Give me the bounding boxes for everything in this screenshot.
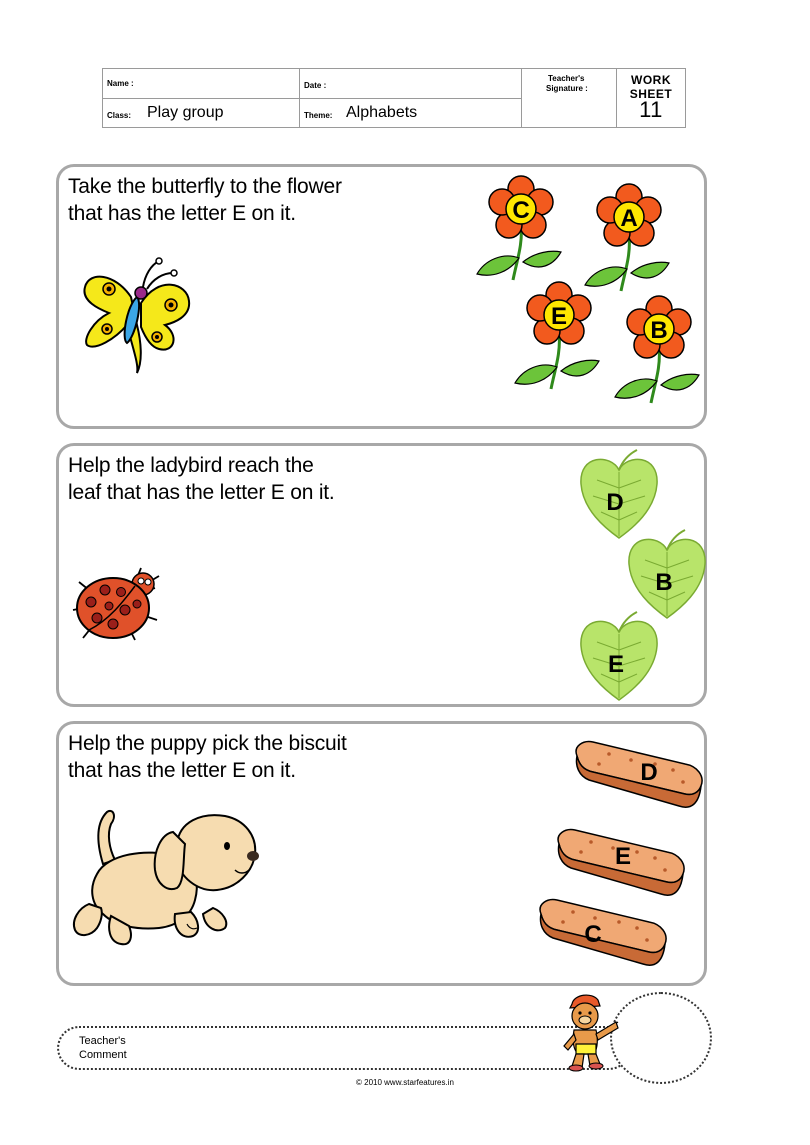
ladybird-icon[interactable] <box>69 564 165 650</box>
flower-letter: E <box>550 303 568 330</box>
instruction-line: that has the letter E on it. <box>68 759 296 782</box>
puppy-icon[interactable] <box>67 804 263 954</box>
worksheet-header <box>102 68 686 128</box>
flowers-group <box>469 169 709 409</box>
flower-letter: C <box>512 197 530 224</box>
flower-b[interactable] <box>615 296 699 403</box>
leaf-letter: B <box>655 569 673 596</box>
worksheet-number-cell <box>616 68 686 128</box>
flower-c[interactable] <box>477 176 561 280</box>
teacher-comment-box[interactable] <box>57 1026 631 1070</box>
biscuit-e[interactable] <box>558 830 684 896</box>
instruction-line: Take the butterfly to the flower <box>68 175 342 198</box>
activity-puppy <box>56 721 707 986</box>
worksheet-label-2: SHEET <box>629 87 673 101</box>
flower-letter: A <box>620 205 638 232</box>
biscuit-letter: D <box>640 759 658 786</box>
date-cell[interactable] <box>299 68 522 99</box>
teacher-signature-label-1: Teacher's <box>548 74 585 83</box>
instruction-butterfly <box>68 173 342 227</box>
instruction-line: that has the letter E on it. <box>68 202 296 225</box>
worksheet-number: 11 <box>639 97 663 122</box>
instruction-puppy <box>68 730 347 784</box>
date-label: Date : <box>304 81 327 90</box>
teacher-comment-line: Comment <box>79 1049 127 1061</box>
leaf-letter: E <box>607 651 625 678</box>
butterfly-icon[interactable] <box>79 253 194 381</box>
biscuit-letter: C <box>584 921 602 948</box>
name-label: Name : <box>107 79 134 88</box>
instruction-line: Help the puppy pick the biscuit <box>68 732 347 755</box>
flower-a[interactable] <box>585 184 669 291</box>
flower-e[interactable] <box>515 282 599 389</box>
name-cell[interactable] <box>102 68 300 99</box>
bear-mascot-icon <box>556 992 626 1072</box>
activity-ladybird <box>56 443 707 707</box>
biscuit-d[interactable] <box>576 742 702 808</box>
class-cell <box>102 98 300 128</box>
instruction-line: Help the ladybird reach the <box>68 454 314 477</box>
teacher-comment-line: Teacher's <box>79 1035 126 1047</box>
class-value: Play group <box>147 104 224 121</box>
activity-butterfly <box>56 164 707 429</box>
teacher-signature-label-2: Signature : <box>546 84 588 93</box>
leaf-e[interactable] <box>581 612 657 700</box>
leaves-group <box>571 448 711 706</box>
worksheet-label-1: WORK <box>631 73 671 87</box>
class-label: Class: <box>107 111 132 120</box>
instruction-line: leaf that has the letter E on it. <box>68 481 335 504</box>
theme-cell <box>299 98 522 128</box>
leaf-d[interactable] <box>581 450 657 538</box>
theme-label: Theme: <box>304 111 333 120</box>
leaf-letter: D <box>606 489 624 516</box>
copyright-text: © 2010 www.starfeatures.in <box>356 1078 454 1087</box>
teacher-comment-label <box>79 1034 127 1062</box>
leaf-b[interactable] <box>629 530 705 618</box>
biscuit-c[interactable] <box>540 900 666 966</box>
instruction-ladybird <box>68 452 335 506</box>
theme-value: Alphabets <box>346 104 418 121</box>
biscuit-letter: E <box>614 843 632 870</box>
biscuits-group <box>529 732 709 982</box>
flower-letter: B <box>650 317 668 344</box>
teacher-signature-cell[interactable] <box>521 68 617 128</box>
